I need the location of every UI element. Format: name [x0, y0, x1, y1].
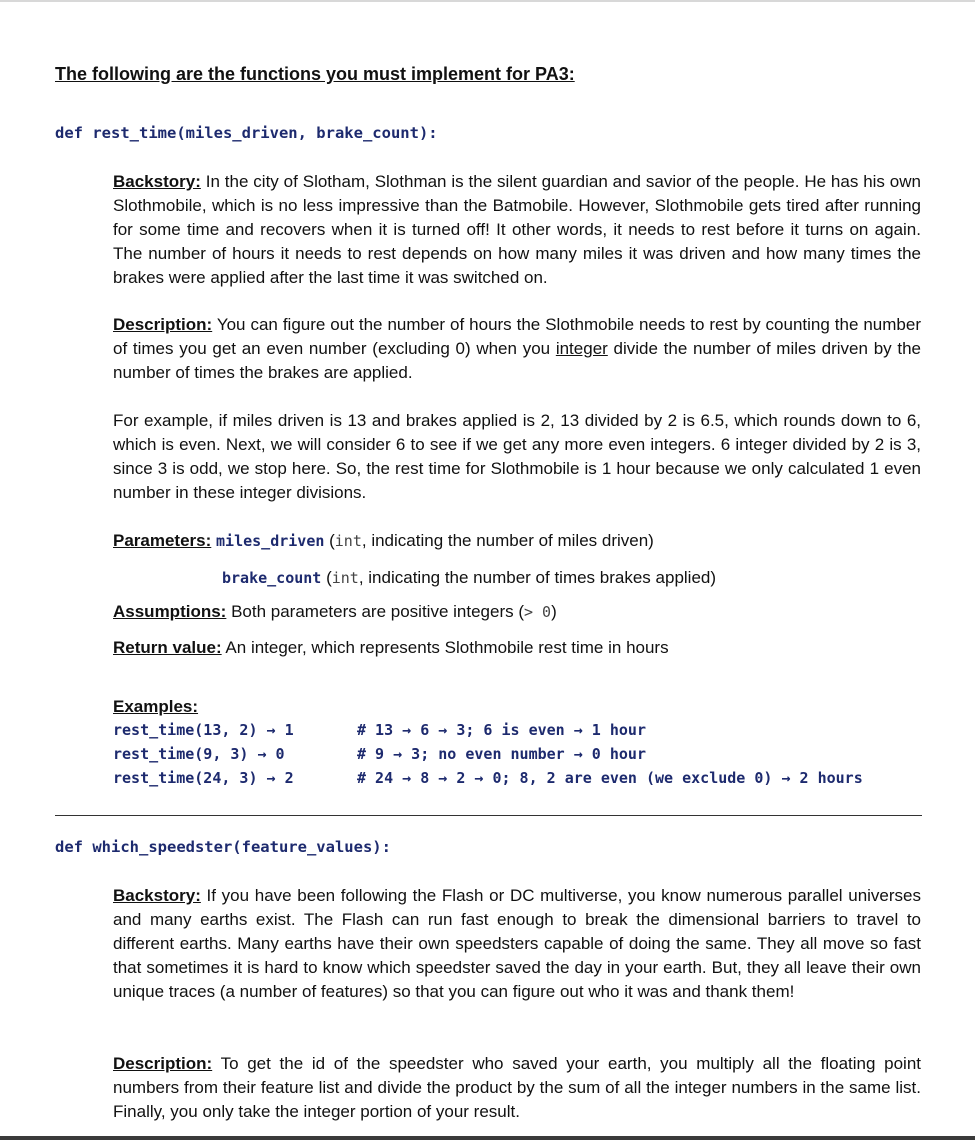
rest-time-backstory	[113, 170, 921, 290]
page-heading: The following are the functions you must implement for PA3:	[55, 64, 575, 84]
backstory-text: In the city of Slotham, Slothman is the silent guardian and savior of the people. He has his own Slothmobile, which is no less impressive than the Batmobile. However, Slothmobile gets tired after running for some time and recovers when it is turned off! It other words, it needs to rest before it turns on again. The number of hours it needs to rest depends on how many miles it was driven and how many times the brakes were applied after the last time it was switched on.	[113, 172, 921, 287]
assumptions-code: > 0	[524, 603, 552, 621]
bottom-border	[0, 1136, 975, 1140]
example-comment: # 9 → 3; no even number → 0 hour	[357, 745, 646, 763]
example-row	[113, 742, 646, 766]
backstory-label: Backstory:	[113, 172, 201, 191]
example-comment: # 24 → 8 → 2 → 0; 8, 2 are even (we exclude 0) → 2 hours	[357, 769, 863, 787]
example-comment: # 13 → 6 → 3; 6 is even → 1 hour	[357, 721, 646, 739]
param1-desc: , indicating the number of miles driven)	[361, 531, 654, 550]
which-speedster-signature: def which_speedster(feature_values):	[55, 838, 391, 856]
description-text: To get the id of the speedster who saved your earth, you multiply all the floating point numbers from their feature list and divide the product by the sum of all the integer numbers in the same list. Finally, you only take the integer portion of your result.	[113, 1054, 921, 1121]
backstory-text: If you have been following the Flash or DC multiverse, you know numerous parallel universes and many earths exist. The Flash can run fast enough to break the dimensional barriers to travel to different earths. Many earths have their own speedsters capable of doing the same. They all move so fast that sometimes it is hard to know which speedster saved the day in your earth. But, they all leave their own unique traces (a number of features) so that you can figure out who it was and thank them!	[113, 886, 921, 1001]
rest-time-example-paragraph: For example, if miles driven is 13 and brakes applied is 2, 13 divided by 2 is 6.5, which rounds down to 6, which is even. Next, we will consider 6 to see if we get any more even integers. 6 integer divided by 2 is 3, since 3 is odd, we stop here. So, the rest time for Slothmobile is 1 hour because we only calculated 1 even number in these integer divisions.	[113, 411, 921, 502]
param-brake-count: brake_count	[222, 569, 322, 587]
assumptions-line	[113, 600, 557, 624]
example-call: rest_time(13, 2) → 1	[113, 721, 294, 739]
return-value-text: An integer, which represents Slothmobile rest time in hours	[221, 638, 669, 657]
examples-block	[113, 696, 863, 790]
parameters-label: Parameters:	[113, 531, 212, 550]
assumptions-close: )	[551, 602, 557, 621]
examples-label: Examples:	[113, 697, 199, 716]
example-call: rest_time(24, 3) → 2	[113, 769, 294, 787]
return-value-line	[113, 636, 669, 660]
which-speedster-backstory	[113, 884, 921, 1004]
description-label: Description:	[113, 315, 213, 334]
param1-open: (	[324, 531, 335, 550]
assumptions-text: Both parameters are positive integers (	[226, 602, 524, 621]
rest-time-description	[113, 313, 921, 385]
return-value-label: Return value:	[113, 638, 222, 657]
param2-type: int	[331, 569, 359, 587]
example-row	[113, 766, 863, 790]
param2-open: (	[321, 568, 332, 587]
description-text-post: divide the number of miles driven by the number of times the brakes are applied.	[113, 339, 921, 382]
example-call: rest_time(9, 3) → 0	[113, 745, 285, 763]
rest-time-signature: def rest_time(miles_driven, brake_count):	[55, 124, 438, 142]
assumptions-label: Assumptions:	[113, 602, 227, 621]
which-speedster-description	[113, 1052, 921, 1124]
param2-desc: , indicating the number of times brakes applied)	[358, 568, 717, 587]
example-row	[113, 718, 646, 742]
description-text-pre: You can figure out the number of hours the Slothmobile needs to rest by counting the number of times you get an even number (excluding 0) when you	[113, 315, 921, 358]
parameters-line	[113, 529, 654, 553]
backstory-label: Backstory:	[113, 886, 201, 905]
description-label: Description:	[113, 1054, 213, 1073]
param1-type: int	[334, 532, 362, 550]
parameter2-line	[222, 566, 716, 590]
description-underlined-word: integer	[555, 339, 608, 358]
section-divider	[55, 815, 922, 816]
param-miles-driven: miles_driven	[216, 532, 325, 550]
top-border	[0, 0, 975, 2]
